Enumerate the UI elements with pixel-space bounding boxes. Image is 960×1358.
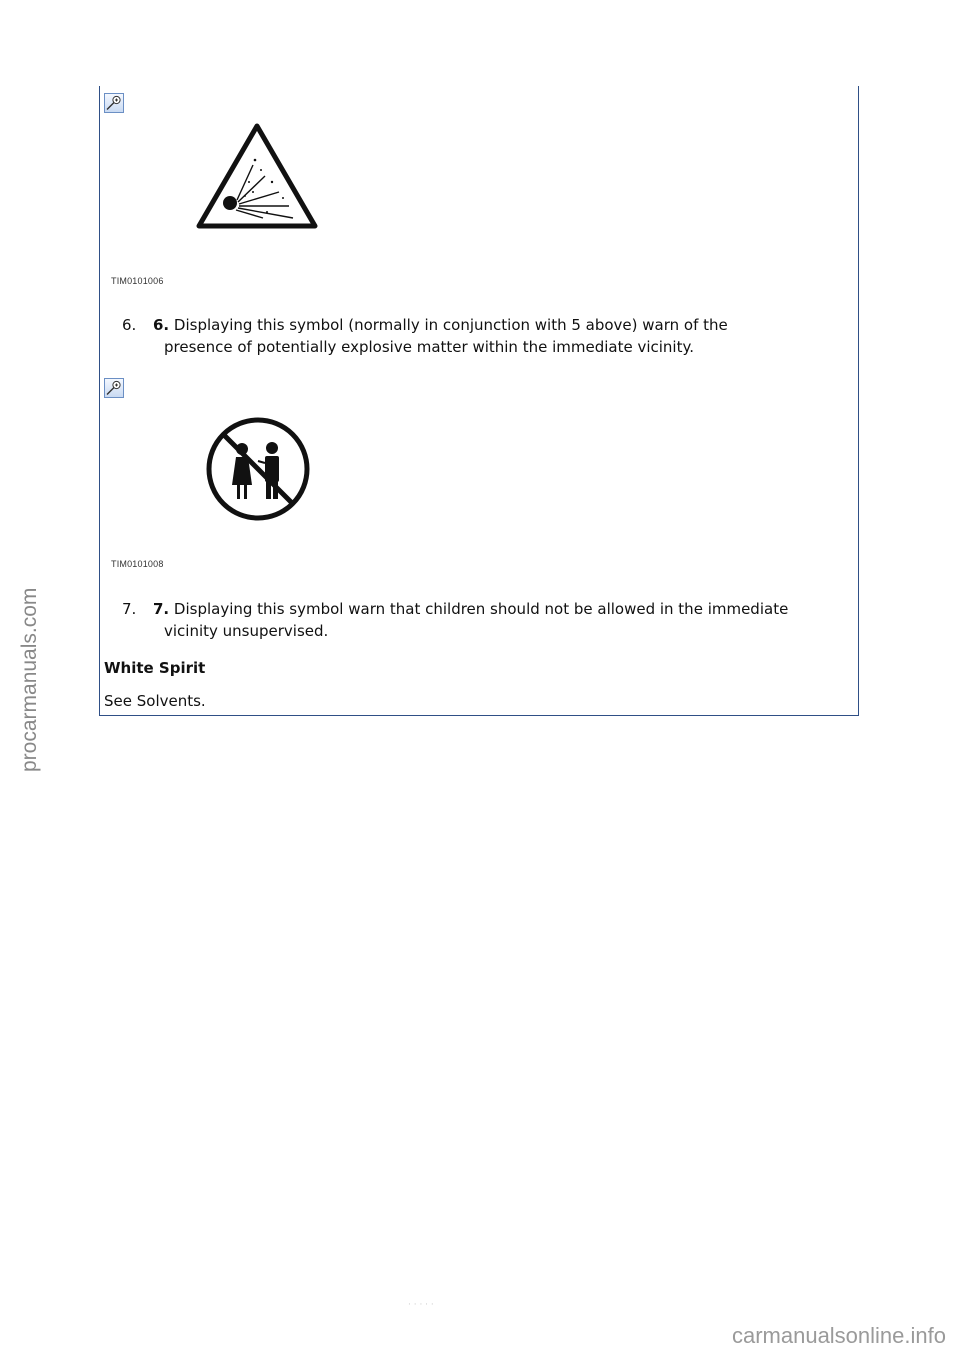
step-bold-number: 7. [153, 600, 170, 618]
step-text [153, 598, 833, 642]
step-line-2: presence of potentially explosive matter within the immediate vicinity. [164, 338, 694, 356]
step-bold-number: 6. [153, 316, 170, 334]
section-heading: White Spirit [104, 659, 206, 677]
step-line-1: Displaying this symbol warn that children should not be allowed in the immediate [169, 600, 789, 618]
figure-id: TIM0101006 [111, 276, 164, 286]
step-number: 7. [122, 600, 137, 618]
zoom-in-icon[interactable] [104, 93, 124, 113]
zoom-in-icon[interactable] [104, 378, 124, 398]
section-text: See Solvents. [104, 692, 206, 710]
bottom-watermark: carmanualsonline.info [731, 1323, 946, 1348]
side-watermark: procarmanuals.com [18, 587, 41, 772]
step-number: 6. [122, 316, 137, 334]
no-children-prohibition-icon [202, 413, 314, 525]
step-line-1: Displaying this symbol (normally in conjunction with 5 above) warn of the [169, 316, 728, 334]
explosive-warning-triangle-icon [193, 120, 321, 232]
step-text [153, 314, 833, 358]
figure-id: TIM0101008 [111, 559, 164, 569]
footer-mark: · · · · · [408, 1300, 434, 1310]
step-line-2: vicinity unsupervised. [164, 622, 329, 640]
